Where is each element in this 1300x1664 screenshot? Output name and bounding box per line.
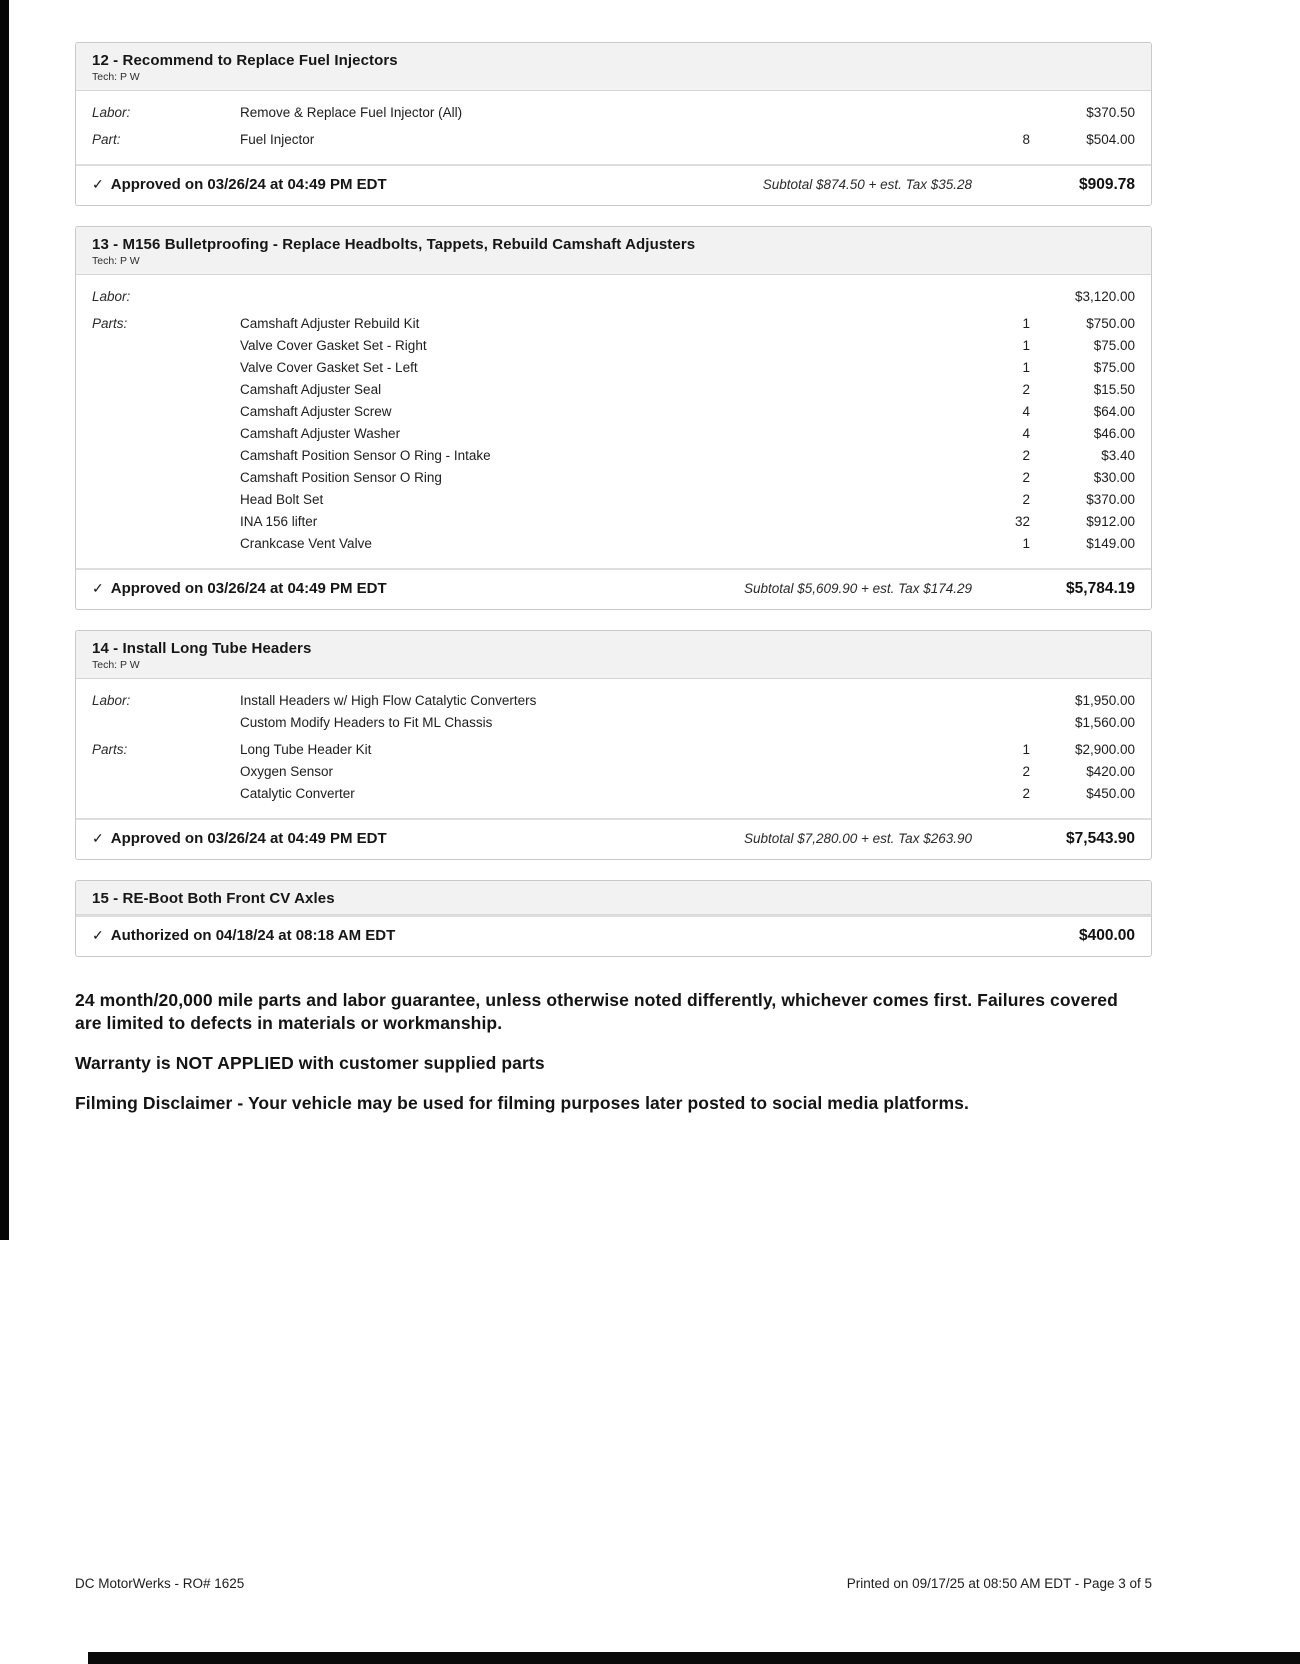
line-item-type-label: Parts: <box>92 742 128 757</box>
footer-print-info: Printed on 09/17/25 at 08:50 AM EDT - Page 3 of 5 <box>846 1576 1152 1591</box>
line-item-row <box>92 489 1135 511</box>
line-item-row <box>92 357 1135 379</box>
line-item-quantity: 1 <box>1022 360 1030 375</box>
warranty-guarantee-note: 24 month/20,000 mile parts and labor guarantee, unless otherwise noted differently, whichever comes first. Failures covered are limited to defects in materials or workmanship. <box>75 990 1118 1033</box>
line-item-row <box>92 286 1135 308</box>
line-item-price: $3.40 <box>1101 448 1135 463</box>
line-item-quantity: 1 <box>1022 536 1030 551</box>
line-item-price: $370.00 <box>1086 492 1135 507</box>
line-item-price: $3,120.00 <box>1074 289 1135 304</box>
line-item-row <box>92 761 1135 783</box>
line-item-price: $75.00 <box>1093 338 1135 353</box>
service-item-title: 13 - M156 Bulletproofing - Replace Headbolts, Tappets, Rebuild Camshaft Adjusters <box>92 236 696 253</box>
line-item-quantity: 1 <box>1022 338 1030 353</box>
approval-status-text: Approved on 03/26/24 at 04:49 PM EDT <box>110 176 387 193</box>
line-item-row <box>92 335 1135 357</box>
line-item-row <box>92 401 1135 423</box>
service-item-card <box>75 630 1152 860</box>
approval-status-text: Authorized on 04/18/24 at 08:18 AM EDT <box>110 927 396 944</box>
line-item-price: $370.50 <box>1086 105 1135 120</box>
line-item-price: $750.00 <box>1086 316 1135 331</box>
warranty-not-applied-note: Warranty is NOT APPLIED with customer supplied parts <box>75 1053 545 1073</box>
approval-status-text: Approved on 03/26/24 at 04:49 PM EDT <box>110 580 387 597</box>
service-item-header <box>76 631 1151 679</box>
line-item-description: Valve Cover Gasket Set - Left <box>240 360 418 375</box>
line-item-quantity: 1 <box>1022 316 1030 331</box>
line-item-row <box>92 423 1135 445</box>
service-item-tech: Tech: P W <box>92 659 140 671</box>
line-item-row <box>92 313 1135 335</box>
scan-artifact-bottom-bar <box>88 1652 1300 1664</box>
service-item-title: 12 - Recommend to Replace Fuel Injectors <box>92 52 398 69</box>
line-item-price: $64.00 <box>1093 404 1135 419</box>
service-item-lines <box>76 275 1151 568</box>
line-item-row <box>92 712 1135 734</box>
line-item-description: Remove & Replace Fuel Injector (All) <box>240 105 463 120</box>
service-item-summary <box>76 568 1151 609</box>
line-item-price: $504.00 <box>1086 132 1135 147</box>
line-item-description: Catalytic Converter <box>240 786 355 801</box>
subtotal-text: Subtotal $5,609.90 + est. Tax $174.29 <box>743 581 972 596</box>
line-item-price: $30.00 <box>1093 470 1135 485</box>
service-item-card <box>75 42 1152 206</box>
line-item-description: Camshaft Adjuster Screw <box>240 404 392 419</box>
line-item-description: Camshaft Adjuster Rebuild Kit <box>240 316 420 331</box>
line-item-quantity: 8 <box>1022 132 1030 147</box>
approval-status-text: Approved on 03/26/24 at 04:49 PM EDT <box>110 830 387 847</box>
line-item-row <box>92 445 1135 467</box>
line-item-quantity: 1 <box>1022 742 1030 757</box>
line-item-price: $450.00 <box>1086 786 1135 801</box>
line-item-description: Head Bolt Set <box>240 492 324 507</box>
total-amount: $909.78 <box>1078 176 1135 193</box>
line-item-quantity: 4 <box>1022 426 1030 441</box>
line-item-price: $912.00 <box>1086 514 1135 529</box>
line-item-quantity: 2 <box>1022 470 1030 485</box>
approval-status <box>92 927 1025 944</box>
line-item-quantity: 4 <box>1022 404 1030 419</box>
line-item-description: Oxygen Sensor <box>240 764 334 779</box>
service-item-header <box>76 227 1151 275</box>
line-item-row <box>92 129 1135 151</box>
line-item-price: $15.50 <box>1093 382 1135 397</box>
service-item-summary <box>76 915 1151 956</box>
service-sections <box>75 42 1152 957</box>
line-item-description: Long Tube Header Kit <box>240 742 372 757</box>
filming-disclaimer-note: Filming Disclaimer - Your vehicle may be used for filming purposes later posted to social media platforms. <box>75 1093 969 1113</box>
subtotal-text: Subtotal $874.50 + est. Tax $35.28 <box>762 177 972 192</box>
line-item-type-label: Labor: <box>92 105 131 120</box>
approval-status <box>92 580 744 597</box>
service-item-card <box>75 226 1152 610</box>
scan-artifact-left-bar <box>0 0 9 1240</box>
line-item-description: Camshaft Adjuster Seal <box>240 382 382 397</box>
service-item-title: 15 - RE-Boot Both Front CV Axles <box>92 890 335 907</box>
service-item-tech: Tech: P W <box>92 255 140 267</box>
line-item-description: Fuel Injector <box>240 132 315 147</box>
service-item-card <box>75 880 1152 957</box>
line-item-row <box>92 511 1135 533</box>
check-icon: ✓ <box>92 176 104 192</box>
line-item-quantity: 2 <box>1022 764 1030 779</box>
check-icon: ✓ <box>92 830 104 846</box>
line-item-price: $46.00 <box>1093 426 1135 441</box>
line-item-description: Valve Cover Gasket Set - Right <box>240 338 427 353</box>
line-item-price: $1,560.00 <box>1074 715 1135 730</box>
disclaimer-notes <box>75 989 1130 1115</box>
line-item-row <box>92 739 1135 761</box>
line-item-description: Camshaft Position Sensor O Ring <box>240 470 442 485</box>
total-amount: $7,543.90 <box>1066 830 1135 847</box>
line-item-type-label: Labor: <box>92 289 131 304</box>
line-item-type-label: Part: <box>92 132 121 147</box>
footer-shop-ro-number: DC MotorWerks - RO# 1625 <box>75 1576 245 1591</box>
total-amount: $400.00 <box>1078 927 1135 944</box>
service-item-header <box>76 881 1151 915</box>
service-item-lines <box>76 679 1151 818</box>
service-item-title: 14 - Install Long Tube Headers <box>92 640 312 657</box>
service-item-tech: Tech: P W <box>92 71 140 83</box>
service-item-summary <box>76 818 1151 859</box>
line-item-description: Install Headers w/ High Flow Catalytic Converters <box>240 693 537 708</box>
line-item-description: Camshaft Position Sensor O Ring - Intake <box>240 448 491 463</box>
line-item-quantity: 2 <box>1022 448 1030 463</box>
approval-status <box>92 176 763 193</box>
line-item-description: Camshaft Adjuster Washer <box>240 426 401 441</box>
line-item-quantity: 2 <box>1022 382 1030 397</box>
line-item-type-label: Parts: <box>92 316 128 331</box>
line-item-price: $420.00 <box>1086 764 1135 779</box>
line-item-type-label: Labor: <box>92 693 131 708</box>
line-item-quantity: 32 <box>1014 514 1030 529</box>
line-item-description: Custom Modify Headers to Fit ML Chassis <box>240 715 493 730</box>
total-amount: $5,784.19 <box>1066 580 1135 597</box>
service-item-lines <box>76 91 1151 164</box>
line-item-row <box>92 690 1135 712</box>
line-item-row <box>92 783 1135 805</box>
line-item-quantity: 2 <box>1022 786 1030 801</box>
line-item-price: $149.00 <box>1086 536 1135 551</box>
service-item-summary <box>76 164 1151 205</box>
line-item-row <box>92 533 1135 555</box>
line-item-price: $75.00 <box>1093 360 1135 375</box>
line-item-price: $1,950.00 <box>1074 693 1135 708</box>
subtotal-text: Subtotal $7,280.00 + est. Tax $263.90 <box>743 831 972 846</box>
check-icon: ✓ <box>92 580 104 596</box>
approval-status <box>92 830 744 847</box>
page-footer <box>75 1576 1152 1591</box>
line-item-row <box>92 102 1135 124</box>
line-item-row <box>92 379 1135 401</box>
line-item-row <box>92 467 1135 489</box>
service-item-header <box>76 43 1151 91</box>
line-item-price: $2,900.00 <box>1074 742 1135 757</box>
check-icon: ✓ <box>92 927 104 943</box>
line-item-quantity: 2 <box>1022 492 1030 507</box>
line-item-description: Crankcase Vent Valve <box>240 536 372 551</box>
line-item-description: INA 156 lifter <box>240 514 318 529</box>
